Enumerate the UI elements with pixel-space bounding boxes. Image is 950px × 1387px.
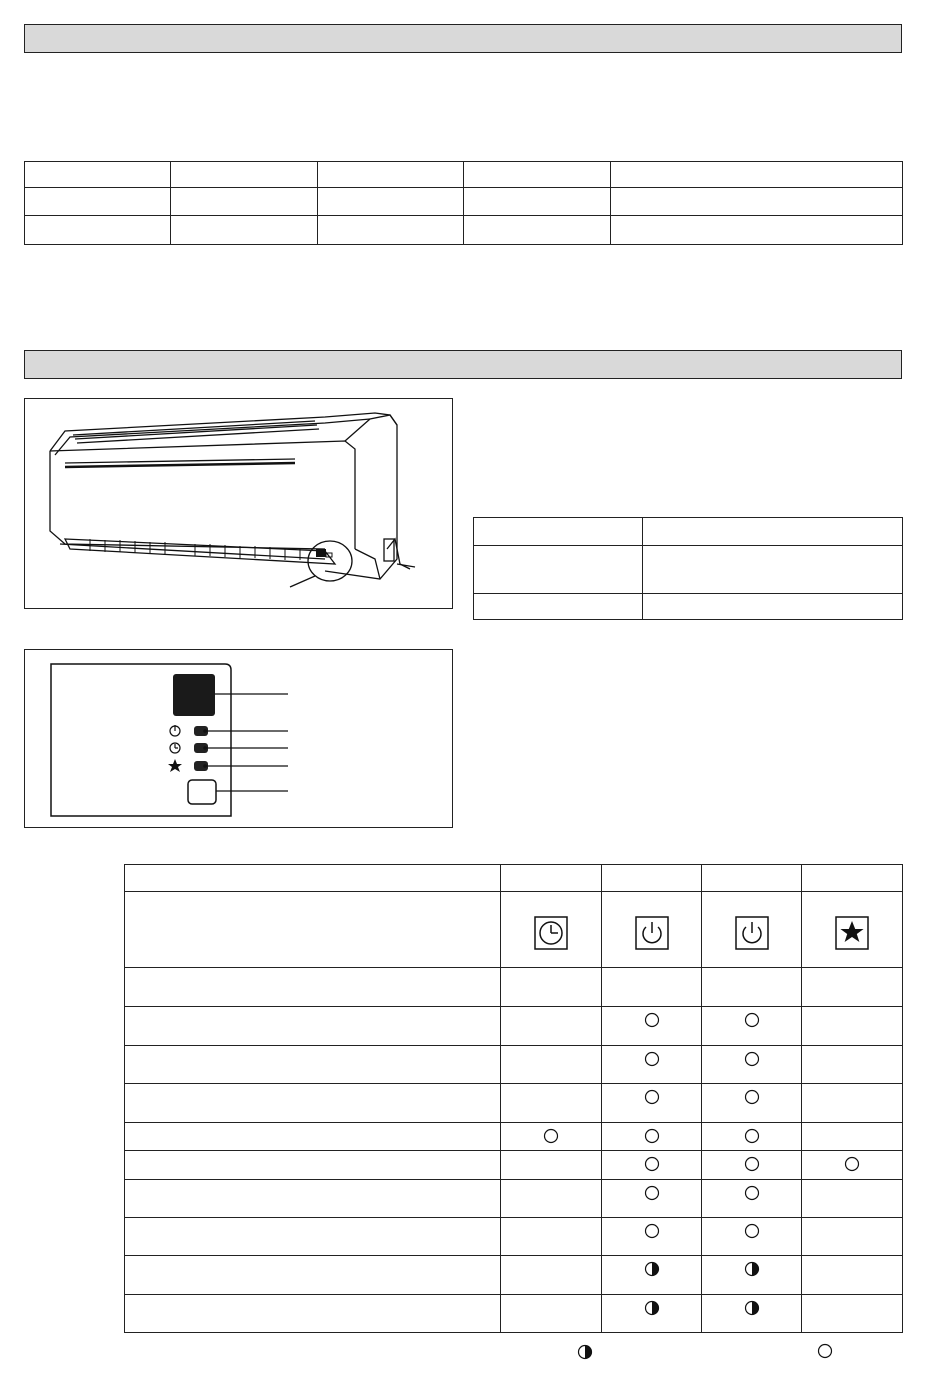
unlit-circle-icon [644,1128,660,1144]
table-row [125,892,903,968]
unlit-circle-icon [644,1223,660,1239]
half-lit-icon [644,1300,660,1316]
unlit-circle-icon [543,1128,559,1144]
unlit-circle-icon [744,1156,760,1172]
table-row [125,1218,903,1256]
table-row [125,1084,903,1123]
control-panel-figure [24,649,453,828]
section-header-bar-1 [24,24,902,53]
table-row [125,1007,903,1046]
power-icon [735,916,769,950]
table-row [125,1180,903,1218]
operate-button [188,780,216,804]
table-row [125,1295,903,1333]
table-row [125,1046,903,1084]
unlit-circle-icon [744,1128,760,1144]
half-lit-icon [577,1344,593,1360]
half-lit-icon [744,1300,760,1316]
control-panel-illustration [25,650,452,827]
unlit-circle-icon [644,1156,660,1172]
table-row [125,1256,903,1295]
unlit-circle-icon [844,1156,860,1172]
unlit-circle-icon [744,1051,760,1067]
star-icon [168,759,182,772]
spec-table-right [473,517,903,620]
unlit-circle-icon [644,1012,660,1028]
indicator-table [124,864,903,1333]
table-row [125,968,903,1007]
unlit-circle-icon [644,1051,660,1067]
unlit-circle-icon [644,1185,660,1201]
receiver-window [173,674,215,716]
table-row [125,1123,903,1151]
section-header-bar-2 [24,350,902,379]
spec-table-top [24,161,903,245]
timer-icon [534,916,568,950]
half-lit-icon [644,1261,660,1277]
table-row [125,865,903,892]
unlit-circle-icon [744,1012,760,1028]
indoor-unit-figure [24,398,453,609]
power-icon [635,916,669,950]
unlit-circle-icon [644,1089,660,1105]
unlit-circle-icon [744,1185,760,1201]
unlit-circle-icon [744,1089,760,1105]
air-conditioner-illustration [25,399,452,608]
star-icon [835,916,869,950]
unlit-circle-icon [817,1343,833,1359]
half-lit-icon [744,1261,760,1277]
table-row [125,1151,903,1180]
unlit-circle-icon [744,1223,760,1239]
